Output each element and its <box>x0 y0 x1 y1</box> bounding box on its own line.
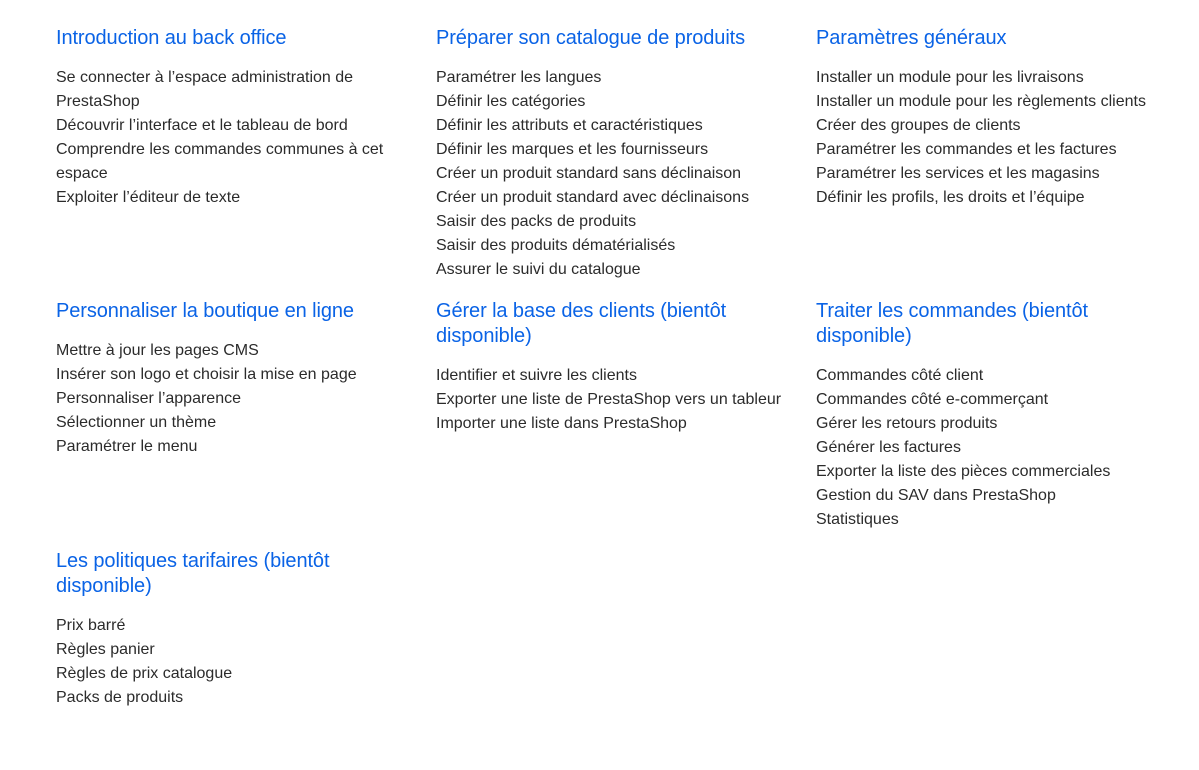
chapter-item <box>816 90 1166 114</box>
section-title-link[interactable]: Les politiques tarifaires (bientôt disponible) <box>56 550 330 597</box>
chapter-link[interactable]: Assurer le suivi du catalogue <box>436 261 641 278</box>
chapter-item <box>56 339 416 363</box>
chapter-item <box>816 460 1166 484</box>
section-title-link[interactable]: Préparer son catalogue de produits <box>436 27 746 49</box>
section-traiter-commandes <box>816 299 1166 532</box>
chapter-list <box>56 66 416 210</box>
chapter-link[interactable]: Mettre à jour les pages CMS <box>56 342 259 359</box>
chapter-link[interactable]: Définir les catégories <box>436 93 586 110</box>
chapter-link[interactable]: Exporter la liste des pièces commerciales <box>816 463 1111 480</box>
section-title <box>816 299 1166 349</box>
section-politiques-tarifaires <box>56 549 416 710</box>
chapter-link[interactable]: Créer un produit standard avec déclinaisons <box>436 189 750 206</box>
section-title <box>436 299 796 349</box>
chapter-link[interactable]: Règles de prix catalogue <box>56 665 233 682</box>
section-base-clients <box>436 299 796 436</box>
chapter-item <box>816 162 1166 186</box>
section-title <box>56 26 416 51</box>
chapter-list <box>436 66 796 282</box>
chapter-item <box>56 411 416 435</box>
chapter-link[interactable]: Créer des groupes de clients <box>816 117 1021 134</box>
chapter-item <box>56 686 416 710</box>
chapter-item <box>56 66 416 114</box>
chapter-item <box>56 435 416 459</box>
chapter-link[interactable]: Exploiter l’éditeur de texte <box>56 189 241 206</box>
section-title <box>56 549 416 599</box>
section-parametres-generaux <box>816 26 1166 210</box>
chapter-item <box>436 114 796 138</box>
section-title <box>436 26 796 51</box>
section-personnaliser-boutique <box>56 299 416 459</box>
section-introduction-back-office <box>56 26 416 210</box>
chapter-link[interactable]: Personnaliser l’apparence <box>56 390 241 407</box>
chapter-item <box>436 186 796 210</box>
section-title <box>816 26 1166 51</box>
chapter-link[interactable]: Importer une liste dans PrestaShop <box>436 415 687 432</box>
chapter-item <box>436 234 796 258</box>
section-title-link[interactable]: Introduction au back office <box>56 27 287 49</box>
chapter-item <box>56 387 416 411</box>
section-title-link[interactable]: Traiter les commandes (bientôt disponible) <box>816 300 1088 347</box>
chapter-item <box>816 66 1166 90</box>
chapter-link[interactable]: Exporter une liste de PrestaShop vers un tableur <box>436 391 782 408</box>
chapter-item <box>816 388 1166 412</box>
chapter-list <box>56 339 416 459</box>
chapter-item <box>436 162 796 186</box>
chapter-item <box>56 138 416 186</box>
chapter-link[interactable]: Paramétrer les langues <box>436 69 602 86</box>
chapter-link[interactable]: Paramétrer les services et les magasins <box>816 165 1100 182</box>
section-title <box>56 299 416 324</box>
chapter-link[interactable]: Identifier et suivre les clients <box>436 367 637 384</box>
chapter-link[interactable]: Sélectionner un thème <box>56 414 217 431</box>
chapter-link[interactable]: Paramétrer les commandes et les factures <box>816 141 1117 158</box>
section-title-link[interactable]: Personnaliser la boutique en ligne <box>56 300 354 322</box>
chapter-link[interactable]: Packs de produits <box>56 689 184 706</box>
chapter-link[interactable]: Créer un produit standard sans déclinaison <box>436 165 742 182</box>
chapter-link[interactable]: Statistiques <box>816 511 899 528</box>
chapter-item <box>56 638 416 662</box>
chapter-item <box>816 412 1166 436</box>
chapter-link[interactable]: Gestion du SAV dans PrestaShop <box>816 487 1056 504</box>
chapter-item <box>56 114 416 138</box>
chapter-link[interactable]: Installer un module pour les livraisons <box>816 69 1084 86</box>
chapter-item <box>436 66 796 90</box>
chapter-item <box>56 186 416 210</box>
chapter-link[interactable]: Générer les factures <box>816 439 961 456</box>
chapter-item <box>56 614 416 638</box>
chapter-link[interactable]: Définir les attributs et caractéristiques <box>436 117 703 134</box>
chapter-link[interactable]: Définir les profils, les droits et l’équipe <box>816 189 1085 206</box>
chapter-list <box>436 364 796 436</box>
chapter-link[interactable]: Se connecter à l’espace administration de PrestaShop <box>56 69 354 110</box>
chapter-item <box>436 388 796 412</box>
chapter-item <box>816 508 1166 532</box>
chapter-item <box>436 364 796 388</box>
chapter-item <box>436 258 796 282</box>
chapter-item <box>816 364 1166 388</box>
chapter-link[interactable]: Découvrir l’interface et le tableau de bord <box>56 117 348 134</box>
chapter-link[interactable]: Comprendre les commandes communes à cet espace <box>56 141 384 182</box>
chapter-link[interactable]: Définir les marques et les fournisseurs <box>436 141 709 158</box>
chapter-link[interactable]: Saisir des packs de produits <box>436 213 637 230</box>
chapter-link[interactable]: Paramétrer le menu <box>56 438 198 455</box>
chapter-item <box>816 114 1166 138</box>
chapter-link[interactable]: Saisir des produits dématérialisés <box>436 237 676 254</box>
chapter-item <box>56 363 416 387</box>
chapter-link[interactable]: Insérer son logo et choisir la mise en page <box>56 366 357 383</box>
chapter-item <box>436 90 796 114</box>
chapter-item <box>816 138 1166 162</box>
section-title-link[interactable]: Gérer la base des clients (bientôt disponible) <box>436 300 727 347</box>
chapter-link[interactable]: Prix barré <box>56 617 126 634</box>
chapter-list <box>816 364 1166 532</box>
chapter-link[interactable]: Commandes côté client <box>816 367 984 384</box>
section-catalogue-produits <box>436 26 796 282</box>
chapter-link[interactable]: Règles panier <box>56 641 155 658</box>
section-title-link[interactable]: Paramètres généraux <box>816 27 1007 49</box>
chapter-item <box>436 412 796 436</box>
chapter-link[interactable]: Commandes côté e-commerçant <box>816 391 1049 408</box>
chapter-item <box>816 484 1166 508</box>
chapter-item <box>816 186 1166 210</box>
chapter-item <box>436 138 796 162</box>
chapter-item <box>816 436 1166 460</box>
chapter-list <box>816 66 1166 210</box>
chapter-item <box>56 662 416 686</box>
chapter-list <box>56 614 416 710</box>
chapter-link[interactable]: Installer un module pour les règlements clients <box>816 93 1146 110</box>
chapter-item <box>436 210 796 234</box>
chapter-link[interactable]: Gérer les retours produits <box>816 415 998 432</box>
